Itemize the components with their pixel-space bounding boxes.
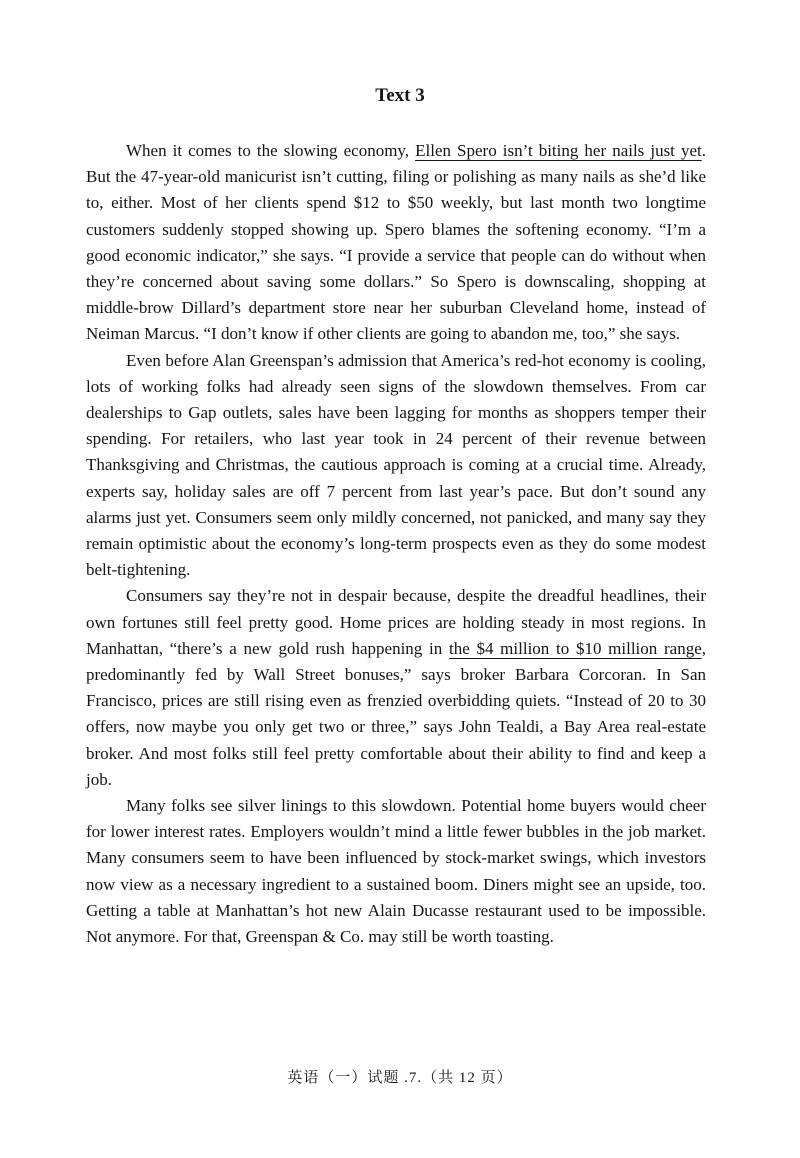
page-footer: 英语（一）试题 .7.（共 12 页）: [287, 1070, 513, 1086]
paragraph-3: [86, 583, 706, 793]
underlined-phrase-nails: Ellen Spero isn’t biting her nails just yet: [415, 141, 702, 160]
paragraph-4: Many folks see silver linings to this slowdown. Potential home buyers would cheer for lower interest rates. Employers wouldn’t mind a little fewer bubbles in the job market. Many consumers seem to have been influenced by stock-market swings, which investors now view as a necessary ingredient to a sustained boom. Diners might see an upside, too. Getting a table at Manhattan’s hot new Alain Ducasse restaurant used to be impossible. Not anymore. For that, Greenspan & Co. may still be worth toasting.: [86, 796, 706, 947]
passage-body: [86, 138, 706, 950]
paragraph-1-rest: . But the 47-year-old manicurist isn’t cutting, filing or polishing as many nails as she’d like to, either. Most of her clients spend $12 to $50 weekly, but last month two longtime customers suddenly stopped showing up. Spero blames the softening economy. “I’m a good economic indicator,” she says. “I provide a service that people can do without when they’re concerned about saving some dollars.” So Spero is downscaling, shopping at middle-brow Dillard’s department store near her suburban Cleveland home, instead of Neiman Marcus. “I don’t know if other clients are going to abandon me, too,” she says.: [86, 141, 706, 344]
section-title: Text 3: [375, 85, 425, 106]
paragraph-2: Even before Alan Greenspan’s admission that America’s red-hot economy is cooling, lots of working folks had already seen signs of the slowdown themselves. From car dealerships to Gap outlets, sales have been lagging for months as shoppers temper their spending. For retailers, who last year took in 24 percent of their revenue between Thanksgiving and Christmas, the cautious approach is coming at a crucial time. Already, experts say, holiday sales are off 7 percent from last year’s pace. But don’t sound any alarms just yet. Consumers seem only mildly concerned, not panicked, and many say they remain optimistic about the economy’s long-term prospects even as they do some modest belt-tightening.: [86, 350, 706, 580]
underlined-phrase-price-range: the $4 million to $10 million range: [448, 638, 702, 658]
paragraph-3-lead: Consumers say they’re not in despair because, despite the dreadful headlines, their own fortunes still feel pretty good. Home prices are holding steady in most regions. In Manhattan, “there’s a new gold rush happening in: [86, 586, 706, 658]
paragraph-3-rest: , predominantly fed by Wall Street bonuses,” says broker Barbara Corcoran. In San Francisco, prices are still rising even as frenzied overbidding quiets. “Instead of 20 to 30 offers, now maybe you only get two or three,” says John Tealdi, a Bay Area real-estate broker. And most folks still feel pretty comfortable about their ability to find and keep a job.: [86, 638, 706, 789]
paragraph-1: [86, 138, 706, 348]
paragraph-1-lead: When it comes to the slowing economy,: [126, 141, 416, 160]
